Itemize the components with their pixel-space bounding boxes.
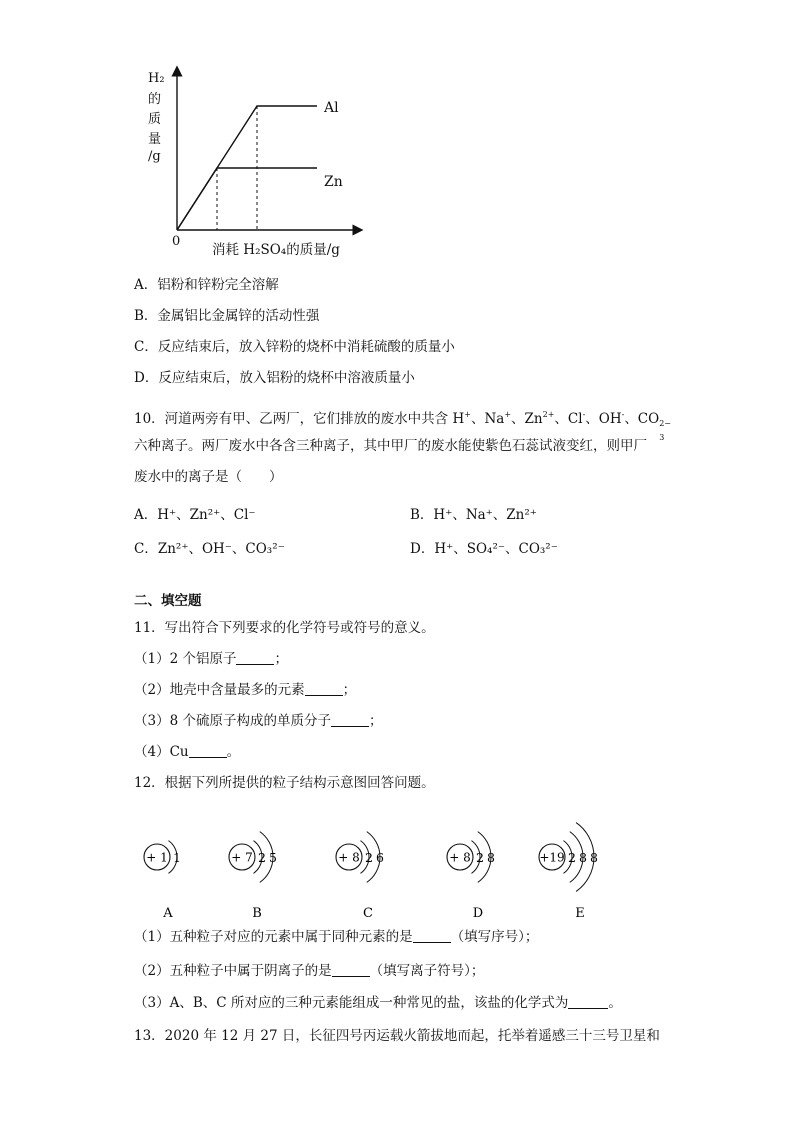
nucleus-charge: + 8 xyxy=(449,850,471,865)
origin-label: 0 xyxy=(172,234,181,249)
answer-blank[interactable] xyxy=(236,650,274,665)
x-axis-label: 消耗 H₂SO₄的质量/g xyxy=(212,242,340,258)
q11-part-3: （3）8 个硫原子构成的单质分子 ； xyxy=(134,713,383,729)
hydrogen-mass-chart xyxy=(140,65,370,265)
series-zn-line xyxy=(177,168,317,230)
shell-electron-count: 8 xyxy=(487,850,495,865)
atom-structure-diagrams xyxy=(130,800,650,930)
shell-electron-count: 2 xyxy=(365,850,373,865)
atom-label: B xyxy=(252,906,262,921)
q10-line-2: 六种离子。两厂废水中各含三种离子，其中甲厂的废水能使紫色石蕊试液变红，则甲厂 xyxy=(134,438,647,454)
atom-diagram-d xyxy=(447,832,495,921)
atom-diagram-e xyxy=(539,823,598,921)
answer-blank[interactable] xyxy=(332,962,370,977)
shell-electron-count: 2 xyxy=(476,850,484,865)
nucleus-charge: +19 xyxy=(539,850,565,865)
shell-electron-count: 8 xyxy=(590,850,598,865)
atom-label: E xyxy=(575,906,585,921)
q10-line-3: 废水中的离子是（ ） xyxy=(134,469,283,485)
q9-option-b: B．金属铝比金属锌的活动性强 xyxy=(134,308,320,324)
q10-option-c: C．Zn²⁺、OH⁻、CO₃²⁻ xyxy=(134,541,285,557)
nucleus-charge: + 1 xyxy=(146,850,168,865)
q12-stem: 12．根据下列所提供的粒子结构示意图回答问题。 xyxy=(134,775,435,791)
answer-blank[interactable] xyxy=(568,994,608,1009)
q12-part-2: （2）五种粒子中属于阴离子的是 （填写离子符号）； xyxy=(134,963,485,979)
q11-part-1: （1）2 个铝原子 ； xyxy=(134,651,288,667)
shell-electron-count: 2 xyxy=(258,850,266,865)
y-axis-label: H₂ 的 质 量 /g xyxy=(148,71,165,164)
q9-option-c: C．反应结束后，放入锌粉的烧杯中消耗硫酸的质量小 xyxy=(134,339,455,355)
q11-part-2: （2）地壳中含量最多的元素 ； xyxy=(134,682,357,698)
q9-option-d: D．反应结束后，放入铝粉的烧杯中溶液质量小 xyxy=(134,370,415,386)
atom-diagram-b xyxy=(229,832,277,921)
atom-diagram-c xyxy=(336,832,384,921)
nucleus-charge: + 8 xyxy=(338,850,360,865)
q11-stem: 11．写出符合下列要求的化学符号或符号的意义。 xyxy=(134,620,435,636)
atom-label: D xyxy=(472,906,484,921)
q10-option-a: A．H⁺、Zn²⁺、Cl⁻ xyxy=(134,507,256,523)
q10-option-b: B．H⁺、Na⁺、Zn²⁺ xyxy=(410,507,537,523)
atom-label: A xyxy=(163,906,173,921)
shell-electron-count: 5 xyxy=(269,850,277,865)
answer-blank[interactable] xyxy=(413,928,451,943)
atom-diagram-a xyxy=(144,841,181,921)
series-label-zn: Zn xyxy=(324,174,343,190)
q9-option-a: A．铝粉和锌粉完全溶解 xyxy=(134,277,279,293)
section-title: 二、填空题 xyxy=(134,593,202,609)
atom-label: C xyxy=(363,906,373,921)
shell-electron-count: 2 xyxy=(568,850,576,865)
shell-electron-count: 8 xyxy=(579,850,587,865)
nucleus-charge: + 7 xyxy=(231,850,253,865)
shell-electron-count: 1 xyxy=(173,850,181,865)
q10-line-1: 10．河道两旁有甲、乙两厂，它们排放的废水中共含 H+、Na+、$Zn^{2+}$、Cl-、OH-、CO 2− 3 xyxy=(134,410,672,442)
answer-blank[interactable] xyxy=(305,681,343,696)
shell-electron-count: 6 xyxy=(376,850,384,865)
q10-option-d: D．H⁺、SO₄²⁻、CO₃²⁻ xyxy=(410,541,558,557)
q12-part-1: （1）五种粒子对应的元素中属于同种元素的是 （填写序号）； xyxy=(134,929,539,945)
answer-blank[interactable] xyxy=(189,743,227,758)
q11-part-4: （4）Cu 。 xyxy=(134,744,241,760)
series-label-al: Al xyxy=(324,100,339,116)
q12-part-3: （3）A、B、C 所对应的三种元素能组成一种常见的盐，该盐的化学式为 。 xyxy=(134,995,622,1011)
q13-stem: 13．2020 年 12 月 27 日，长征四号丙运载火箭拔地而起，托举着遥感三十三号卫星和 xyxy=(134,1028,660,1044)
answer-blank[interactable] xyxy=(331,712,369,727)
